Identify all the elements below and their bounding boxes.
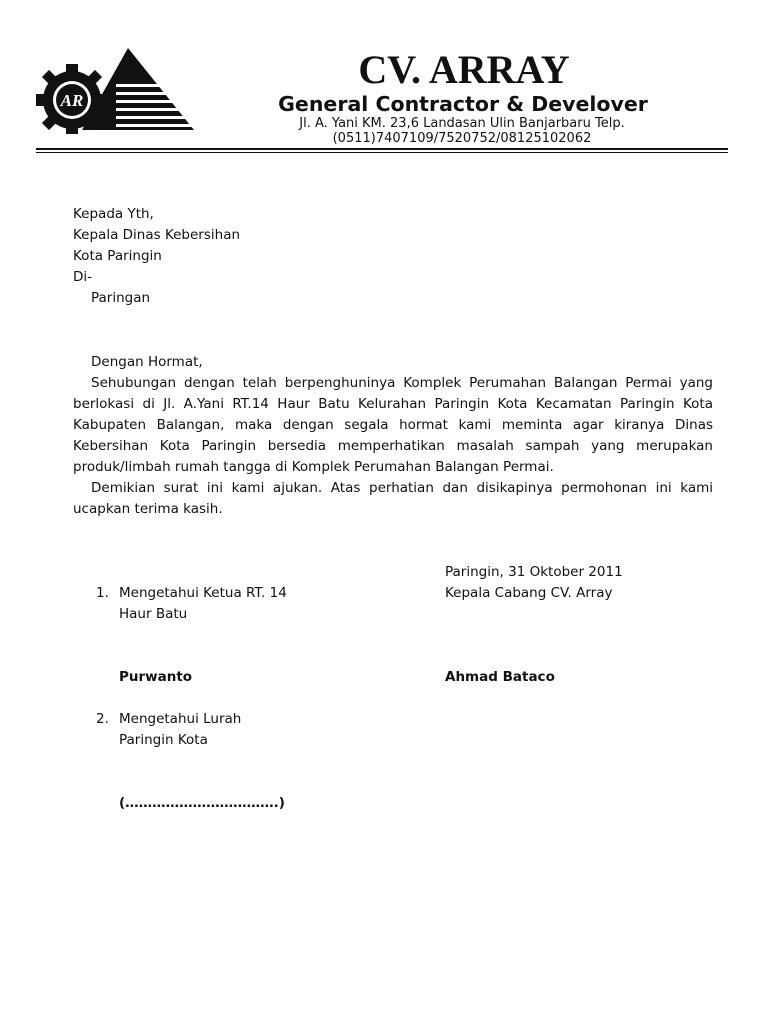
item-1-number: 1. [96,585,109,601]
logo-text: AR [60,91,84,110]
company-address [252,116,672,146]
recipient-line-1: Kepada Yth, [73,206,154,222]
item-1-line-1: Mengetahui Ketua RT. 14 [119,585,287,601]
company-name: CV. ARRAY [358,47,570,92]
header-rule-thin [36,152,728,153]
greeting: Dengan Hormat, [91,354,203,370]
body-paragraph-2: Demikian surat ini kami ajukan. Atas perhatian dan disikapinya permohonan ini kami ucapkan terima kasih. [73,480,713,517]
company-tagline: General Contractor & Develover [278,92,648,116]
recipient-line-2: Kepala Dinas Kebersihan [73,227,241,243]
recipient-line-5: Paringan [91,290,151,306]
place-date: Paringin, 31 Oktober 2011 [445,564,623,580]
header-rule-thick [36,148,728,150]
item-2-number: 2. [96,711,109,727]
sender-title: Kepala Cabang CV. Array [445,585,613,601]
sender-name: Ahmad Bataco [445,669,555,685]
letter-body [73,352,713,520]
address-line-2: (0511)7407109/7520752/08125102062 [332,131,592,146]
address-line-1: Jl. A. Yani KM. 23,6 Landasan Ulin Banjarbaru Telp. [299,116,625,131]
item-2-line-1: Mengetahui Lurah [119,711,242,727]
recipient-line-3: Kota Paringin [73,248,162,264]
item-2-line-2: Paringin Kota [119,732,208,748]
item-1-line-2: Haur Batu [119,606,188,622]
body-paragraph-1: Sehubungan dengan telah berpenghuninya Komplek Perumahan Balangan Permai yang berlokasi di Jl. A.Yani RT.14 Haur Batu Kelurahan Paringin Kota Kecamatan Paringin Kota Kabupaten Balangan, maka dengan segala hormat kami meminta agar kiranya Dinas Kebersihan Kota Paringin bersedia memperhatikan masalah sampah yang merupakan produk/limbah rumah tangga di Komplek Perumahan Balangan Permai. [73,375,713,475]
item-2-signer-placeholder: (…………………………….) [119,795,285,811]
company-logo [32,44,198,136]
logo-gear-icon [36,64,108,134]
recipient-line-4: Di- [73,269,93,285]
item-1-signer-name: Purwanto [119,669,193,685]
